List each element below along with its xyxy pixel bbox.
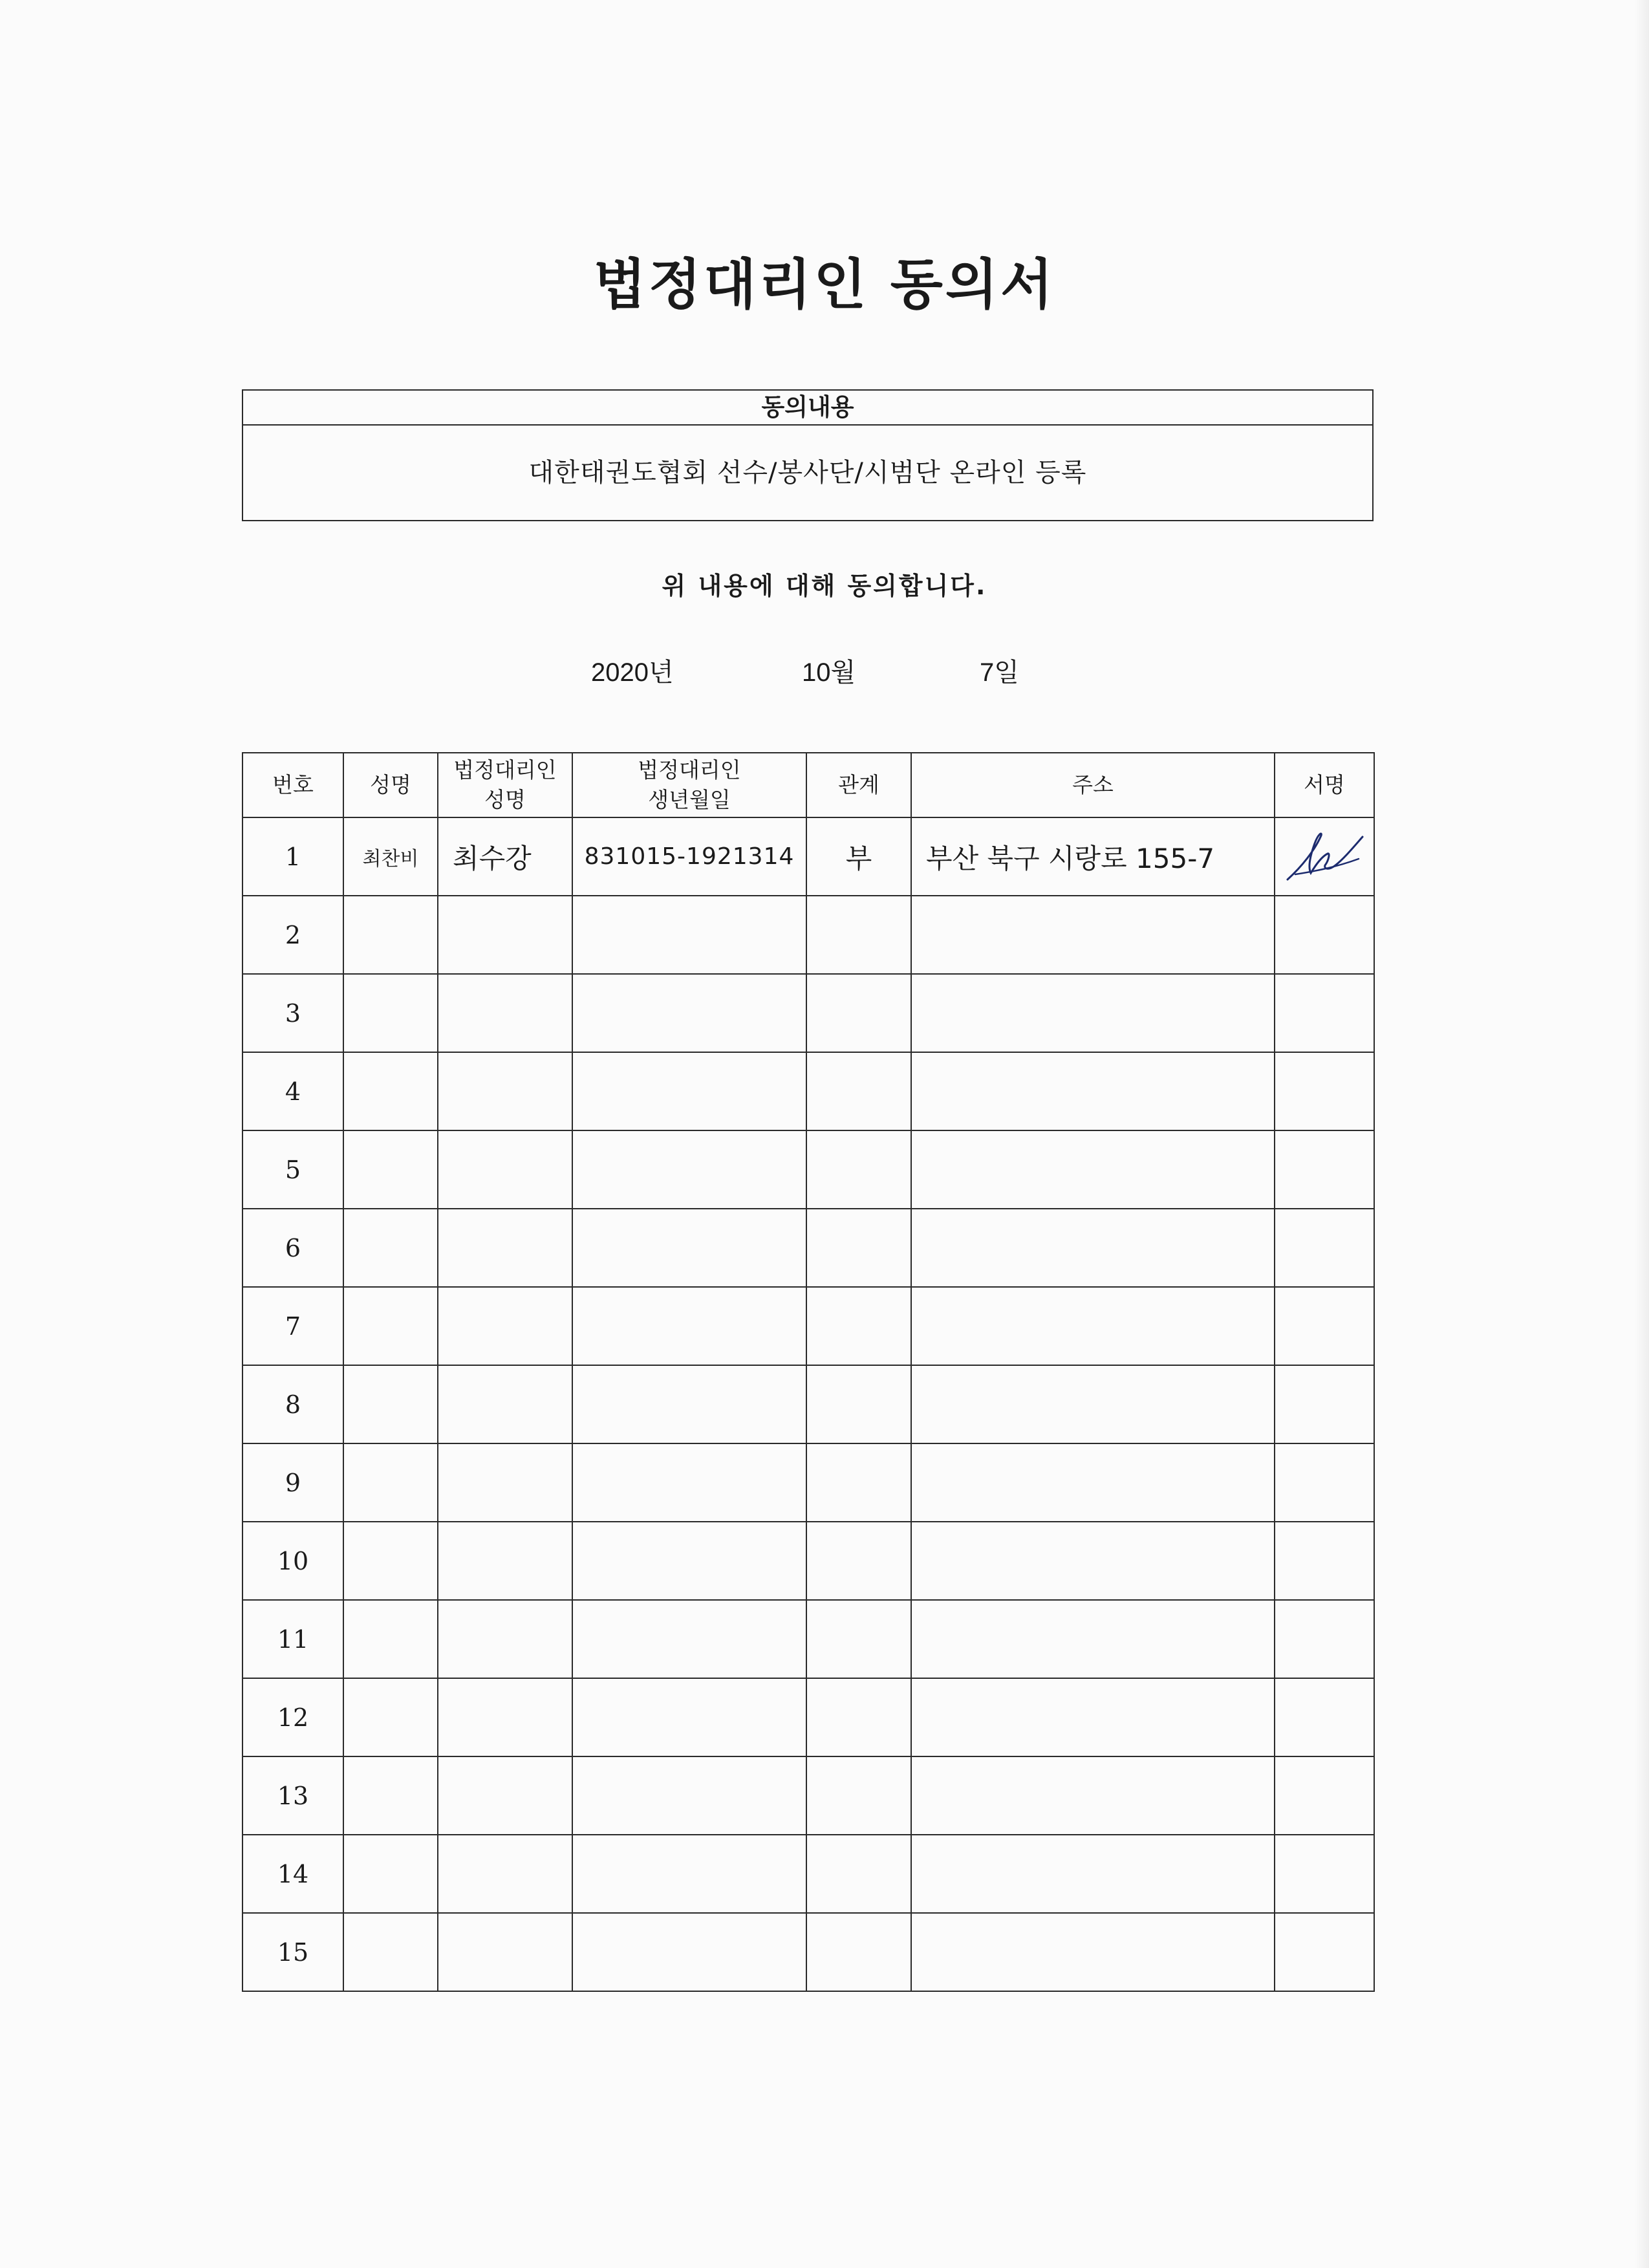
agree-statement: 위 내용에 대해 동의합니다.: [662, 572, 987, 600]
table-row: [242, 1052, 1374, 1130]
row-address: [911, 1600, 1275, 1678]
row-guardian-birth: [572, 1443, 806, 1522]
row-signature: [1275, 974, 1374, 1052]
row-number: 5: [242, 1130, 343, 1209]
row-relation: [806, 1678, 911, 1756]
row-signature: [1275, 1052, 1374, 1130]
row-name: [343, 1835, 438, 1913]
row-relation: [806, 896, 911, 974]
date-day: 7일: [980, 658, 1019, 687]
row-relation: [806, 1209, 911, 1287]
row-address: [911, 974, 1275, 1052]
row-relation: [806, 1522, 911, 1600]
row-name: [343, 974, 438, 1052]
table-row: [242, 974, 1374, 1052]
header-relation: 관계: [806, 753, 911, 817]
row-guardian-name: [438, 1443, 572, 1522]
row-name: 최찬비: [343, 817, 438, 896]
row-guardian-name: [438, 896, 572, 974]
row-address: [911, 1443, 1275, 1522]
row-guardian-birth: 831015-1921314: [572, 817, 806, 896]
row-relation: [806, 1600, 911, 1678]
row-address: [911, 1913, 1275, 1991]
date-year: 2020년: [591, 658, 674, 687]
row-number: 6: [242, 1209, 343, 1287]
row-guardian-birth: [572, 1522, 806, 1600]
date-month: 10월: [802, 658, 856, 687]
row-signature: [1275, 1835, 1374, 1913]
guardian-table: [242, 752, 1375, 1992]
row-signature: [1275, 1913, 1374, 1991]
header-guardian-name: [438, 753, 572, 817]
row-relation: 부: [806, 817, 911, 896]
row-relation: [806, 1052, 911, 1130]
table-row: [242, 1287, 1374, 1365]
row-address: [911, 1678, 1275, 1756]
row-number: 1: [242, 817, 343, 896]
table-row: [242, 1130, 1374, 1209]
row-address: [911, 1052, 1275, 1130]
header-no: 번호: [242, 753, 343, 817]
row-guardian-name: [438, 1913, 572, 1991]
row-guardian-name: [438, 1756, 572, 1835]
row-guardian-name: 최수강: [438, 817, 572, 896]
row-guardian-birth: [572, 896, 806, 974]
row-number: 13: [242, 1756, 343, 1835]
row-name: [343, 1600, 438, 1678]
consent-box: [242, 389, 1374, 521]
row-guardian-birth: [572, 1913, 806, 1991]
row-number: 11: [242, 1600, 343, 1678]
row-number: 12: [242, 1678, 343, 1756]
row-number: 2: [242, 896, 343, 974]
row-address: [911, 896, 1275, 974]
row-name: [343, 1678, 438, 1756]
table-body: [242, 817, 1374, 1991]
consent-body: 대한태권도협회 선수/봉사단/시범단 온라인 등록: [528, 458, 1087, 488]
row-guardian-birth: [572, 1052, 806, 1130]
row-number: 7: [242, 1287, 343, 1365]
row-guardian-name: [438, 1365, 572, 1443]
row-guardian-birth: [572, 1287, 806, 1365]
row-signature: [1275, 1130, 1374, 1209]
row-name: [343, 1209, 438, 1287]
row-name: [343, 896, 438, 974]
row-address: [911, 1835, 1275, 1913]
row-signature: [1275, 1443, 1374, 1522]
table-header-row: [242, 753, 1374, 817]
row-address: [911, 1130, 1275, 1209]
row-address: [911, 1365, 1275, 1443]
row-guardian-name: [438, 1209, 572, 1287]
row-guardian-name: [438, 1678, 572, 1756]
row-number: 9: [242, 1443, 343, 1522]
header-address: 주소: [911, 753, 1275, 817]
row-name: [343, 1287, 438, 1365]
row-relation: [806, 1443, 911, 1522]
header-guardian-birth: [572, 753, 806, 817]
row-number: 4: [242, 1052, 343, 1130]
row-guardian-birth: [572, 1365, 806, 1443]
page-edge-shadow: [1635, 0, 1649, 2268]
row-name: [343, 1365, 438, 1443]
consent-header: 동의내용: [243, 391, 1372, 426]
table-row: [242, 1209, 1374, 1287]
header-guardian-name-text: 법정대리인 성명: [453, 757, 557, 812]
table-row: [242, 1600, 1374, 1678]
header-guardian-birth-text: 법정대리인 생년월일: [638, 757, 741, 812]
row-guardian-birth: [572, 974, 806, 1052]
table-row: [242, 1756, 1374, 1835]
row-guardian-name: [438, 974, 572, 1052]
table-row: [242, 1678, 1374, 1756]
row-signature: [1275, 896, 1374, 974]
row-address: 부산 북구 시랑로 155-7: [911, 817, 1275, 896]
row-relation: [806, 1835, 911, 1913]
row-relation: [806, 1913, 911, 1991]
row-guardian-birth: [572, 1678, 806, 1756]
row-address: [911, 1522, 1275, 1600]
row-guardian-name: [438, 1130, 572, 1209]
row-name: [343, 1052, 438, 1130]
row-guardian-birth: [572, 1756, 806, 1835]
row-signature: [1275, 1209, 1374, 1287]
row-relation: [806, 1365, 911, 1443]
table-row: [242, 1835, 1374, 1913]
row-guardian-name: [438, 1287, 572, 1365]
row-signature: [1275, 817, 1374, 896]
header-name: 성명: [343, 753, 438, 817]
row-signature: [1275, 1678, 1374, 1756]
table-row: [242, 896, 1374, 974]
row-address: [911, 1287, 1275, 1365]
row-guardian-birth: [572, 1209, 806, 1287]
row-guardian-birth: [572, 1130, 806, 1209]
row-address: [911, 1209, 1275, 1287]
row-guardian-name: [438, 1052, 572, 1130]
row-guardian-birth: [572, 1835, 806, 1913]
row-name: [343, 1522, 438, 1600]
table-row: [242, 817, 1374, 896]
row-name: [343, 1756, 438, 1835]
row-signature: [1275, 1600, 1374, 1678]
handwritten-signature: [1282, 828, 1366, 886]
row-number: 10: [242, 1522, 343, 1600]
table-row: [242, 1522, 1374, 1600]
row-signature: [1275, 1365, 1374, 1443]
row-number: 3: [242, 974, 343, 1052]
header-signature: 서명: [1275, 753, 1374, 817]
row-relation: [806, 1130, 911, 1209]
row-number: 8: [242, 1365, 343, 1443]
row-signature: [1275, 1287, 1374, 1365]
table-row: [242, 1443, 1374, 1522]
row-signature: [1275, 1756, 1374, 1835]
row-name: [343, 1130, 438, 1209]
row-name: [343, 1443, 438, 1522]
table-row: [242, 1913, 1374, 1991]
row-number: 15: [242, 1913, 343, 1991]
row-guardian-name: [438, 1522, 572, 1600]
row-guardian-name: [438, 1600, 572, 1678]
document-title: 법정대리인 동의서: [593, 253, 1056, 316]
row-relation: [806, 974, 911, 1052]
row-number: 14: [242, 1835, 343, 1913]
row-relation: [806, 1756, 911, 1835]
table-row: [242, 1365, 1374, 1443]
row-guardian-birth: [572, 1600, 806, 1678]
row-guardian-name: [438, 1835, 572, 1913]
row-signature: [1275, 1522, 1374, 1600]
row-address: [911, 1756, 1275, 1835]
row-name: [343, 1913, 438, 1991]
row-relation: [806, 1287, 911, 1365]
